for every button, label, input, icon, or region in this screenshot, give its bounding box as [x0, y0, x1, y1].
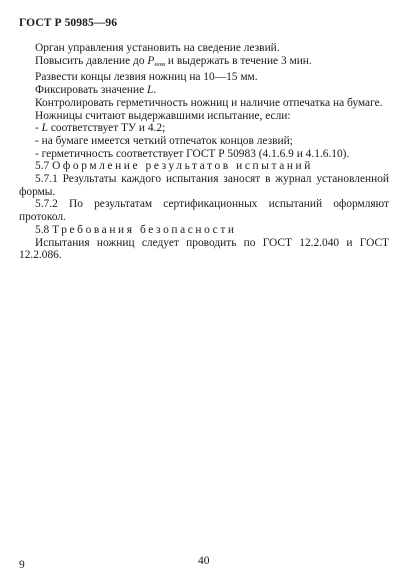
- page-number: 40: [198, 555, 210, 567]
- section-number: 5.8: [35, 223, 53, 236]
- section-number: 5.7: [35, 160, 53, 173]
- paragraph: 5.7.2 По результатам сертификационных испытаний оформляют протокол.: [19, 198, 389, 224]
- section-title: Оформление результатов испытаний: [52, 160, 313, 173]
- document-header: ГОСТ Р 50985—96: [19, 17, 118, 29]
- section-heading: [19, 160, 389, 173]
- section-title: Требования безопасности: [52, 223, 237, 236]
- paragraph: Испытания ножниц следует проводить по ГОСТ 12.2.040 и ГОСТ 12.2.086.: [19, 236, 389, 262]
- length-symbol: L: [146, 84, 154, 97]
- paragraph: 5.7.1 Результаты каждого испытания заносят в журнал установленной формы.: [19, 173, 389, 198]
- paragraph-text: Повысить давление до: [35, 54, 148, 67]
- document-body: [19, 42, 389, 262]
- list-item: - герметичность соответствует ГОСТ Р 50983 (4.1.6.9 и 4.1.6.10).: [35, 147, 350, 160]
- list-dash: -: [35, 122, 42, 135]
- paragraph: Контролировать герметичность ножниц и наличие отпечатка на бумаге.: [35, 96, 383, 109]
- length-symbol: L: [41, 122, 48, 135]
- pressure-subscript: ном: [154, 60, 166, 68]
- paragraph-text: и выдержать в течение 3 мин.: [165, 54, 312, 67]
- paragraph: Орган управления установить на сведение лезвий.: [35, 42, 280, 54]
- list-item: - на бумаге имеется четкий отпечаток концов лезвий;: [35, 134, 293, 147]
- paragraph-text: .: [153, 84, 157, 97]
- paragraph: [19, 55, 389, 72]
- pressure-symbol: P: [147, 54, 155, 67]
- list-item-text: соответствует ТУ и 4.2;: [48, 122, 166, 135]
- paragraph: [19, 84, 389, 97]
- paragraph: Развести концы лезвия ножниц на 10—15 мм.: [35, 71, 258, 84]
- paragraph: Ножницы считают выдержавшими испытание, если:: [35, 109, 291, 122]
- list-item: [19, 122, 389, 135]
- paragraph-text: Фиксировать значение: [35, 84, 147, 97]
- section-heading: [19, 224, 389, 237]
- footer-mark: 9: [19, 559, 25, 571]
